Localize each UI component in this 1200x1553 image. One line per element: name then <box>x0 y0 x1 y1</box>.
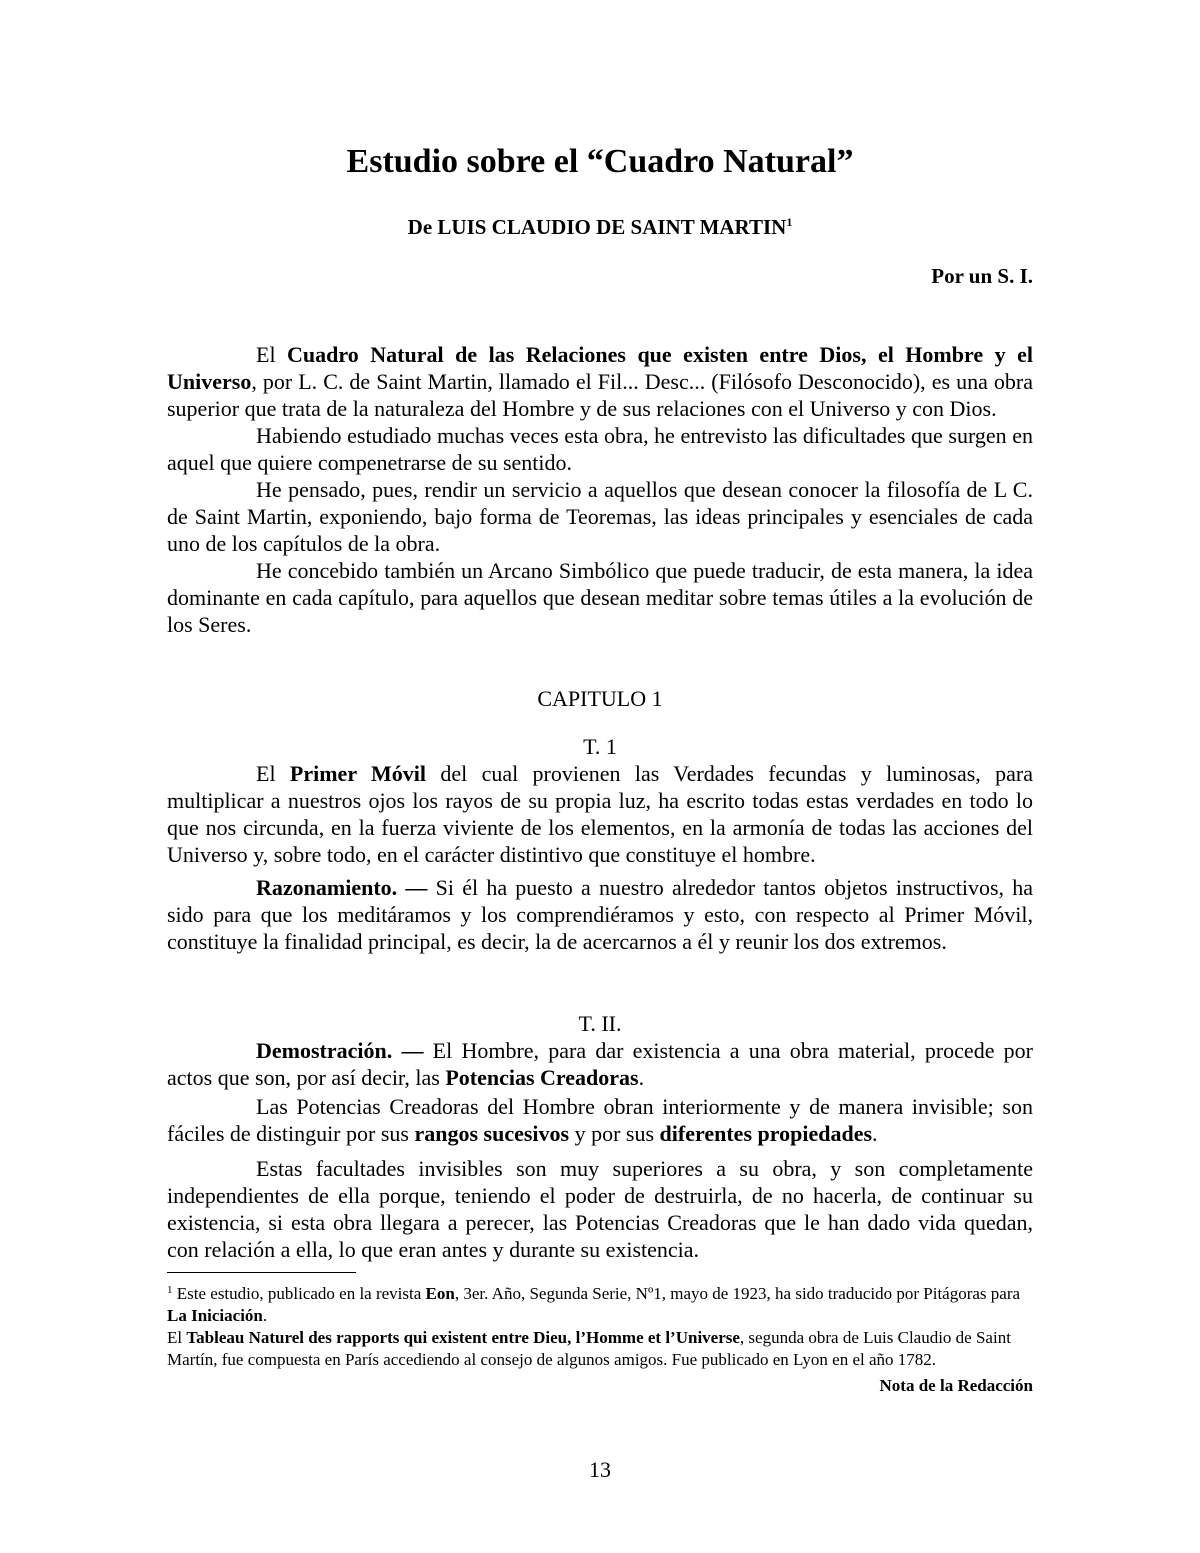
footnote-1-continued <box>167 1327 1033 1371</box>
text-span: . <box>638 1065 645 1090</box>
bold-span: Potencias Creadoras <box>445 1065 639 1090</box>
text-span: El <box>256 342 288 367</box>
bold-span: diferentes propiedades <box>659 1121 873 1146</box>
demonstration-paragraph <box>167 1037 1033 1091</box>
text-span: y por sus <box>569 1121 660 1146</box>
bold-span: La Iniciación <box>167 1306 263 1325</box>
bold-span: Primer Móvil <box>289 761 427 786</box>
text-span: Este estudio, publicado en la revista <box>172 1284 426 1303</box>
intro-paragraph-3: He pensado, pues, rendir un servicio a aquellos que desean conocer la filosofía de L C. de Saint Martin, exponiendo, bajo forma de Teoremas, las ideas principales y esenciales de cada uno de los capítulos de la obra. <box>167 477 1033 556</box>
text-span: . <box>262 1306 268 1325</box>
text-span: Las Potencias Creadoras del Hombre obran interiormente y de manera invisible; son fáciles de distinguir por sus <box>167 1094 1033 1146</box>
subtitle-text: De LUIS CLAUDIO DE SAINT MARTIN <box>407 215 787 239</box>
footnote-ref[interactable]: 1 <box>786 215 793 229</box>
theorem-1-paragraph <box>167 760 1033 868</box>
text-span: . <box>872 1121 878 1146</box>
text-span: , segunda obra de Luis Claudio de Saint Martín, fue compuesta en París accediendo al consejo de algunos amigos. Fue publicado en Lyon en el año 1782. <box>167 1328 1011 1369</box>
text-span: Si él ha puesto a nuestro alrededor tantos objetos instructivos, ha sido para que los meditáramos y los comprendiéramos y esto, con respecto al Primer Móvil, constituye la finalidad principal, es decir, la de acercarnos a él y reunir los dos extremos. <box>167 875 1033 954</box>
text-span: El Hombre, para dar existencia a una obra material, procede por actos que son, por así decir, las <box>167 1038 1033 1090</box>
intro-paragraph-4: He concebido también un Arcano Simbólico que puede traducir, de esta manera, la idea dominante en cada capítulo, para aquellos que desean meditar sobre temas útiles a la evolución de los Seres. <box>167 558 1033 637</box>
bold-span: Razonamiento. — <box>256 875 428 900</box>
text-span: , por L. C. de Saint Martin, llamado el Fil... Desc... (Filósofo Desconocido), es una obra superior que trata de la naturaleza del Hombre y de sus relaciones con el Universo y con Dios. <box>167 369 1033 421</box>
theorem-1-section <box>167 733 1033 955</box>
text-span: El <box>167 1328 187 1347</box>
text-span: del cual provienen las Verdades fecundas y luminosas, para multiplicar a nuestros ojos los rayos de su propia luz, ha escrito todas estas verdades en todo lo que nos circunda, en la fuerza viviente de los elementos, en la armonía de todas las acciones del Universo y, sobre todo, en el carácter distintivo que constituye el hombre. <box>167 761 1034 867</box>
bold-span: Eon <box>425 1284 455 1303</box>
intro-paragraph-1 <box>167 341 1033 422</box>
bold-span: Demostración. — <box>256 1038 424 1063</box>
chapter-heading-wrap <box>167 685 1033 712</box>
chapter-heading: CAPITULO 1 <box>537 686 663 711</box>
bold-span: Cuadro Natural de las Relaciones que existen entre Dios, el Hombre y el Universo <box>167 342 1033 394</box>
editorial-note-signature: Nota de la Redacción <box>879 1376 1033 1395</box>
bold-span: rangos sucesivos <box>414 1121 570 1146</box>
intro-paragraph-2: Habiendo estudiado muchas veces esta obra, he entrevisto las dificultades que surgen en aquel que quiere compenetrarse de su sentido. <box>167 423 1033 475</box>
page-number: 13 <box>589 1457 611 1482</box>
text-span: El <box>256 761 290 786</box>
reasoning-paragraph <box>167 874 1033 955</box>
subtitle <box>0 208 1200 241</box>
footnote-section <box>167 1279 1033 1397</box>
theorem-1-heading: T. 1 <box>583 734 617 759</box>
page-title: Estudio sobre el “Cuadro Natural” <box>346 143 854 180</box>
byline: Por un S. I. <box>931 264 1033 288</box>
footnote-marker: 1 <box>167 1284 173 1296</box>
faculties-paragraph: Estas facultades invisibles son muy superiores a su obra, y son completamente independientes de ella porque, teniendo el poder de destruirla, de no hacerla, de continuar su existencia, si esta obra llegara a perecer, las Potencias Creadoras que le han dado vida quedan, con relación a ella, lo que eran antes y durante su existencia. <box>167 1156 1033 1262</box>
intro-section <box>167 341 1033 638</box>
theorem-2-section <box>167 1010 1033 1263</box>
powers-paragraph <box>167 1093 1033 1147</box>
footnote-1 <box>167 1279 1033 1327</box>
bold-span: Tableau Naturel des rapports qui existent entre Dieu, l’Homme et l’Universe <box>186 1328 740 1347</box>
footnote-divider <box>167 1272 356 1273</box>
text-span: , 3er. Año, Segunda Serie, Nº1, mayo de 1923, ha sido traducido por Pitágoras para <box>454 1284 1021 1303</box>
theorem-2-heading: T. II. <box>578 1011 622 1036</box>
